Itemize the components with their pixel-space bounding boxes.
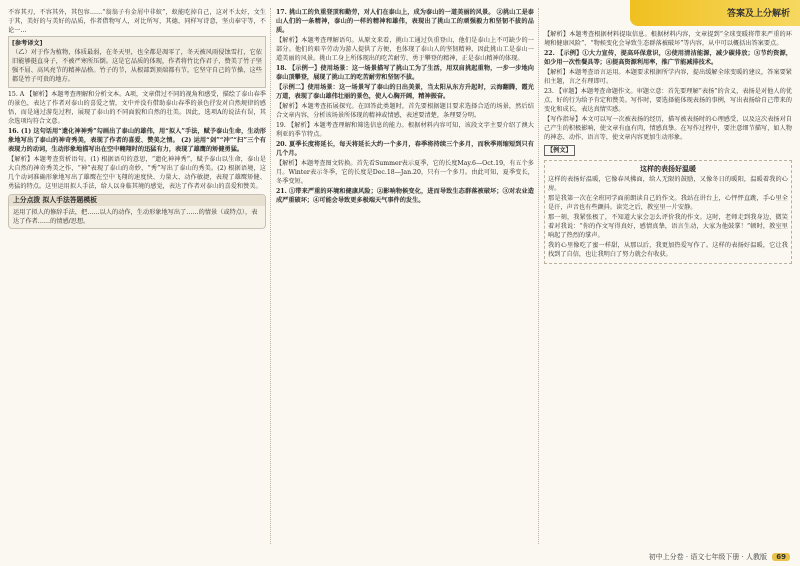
analysis-17: 【解析】本题考查理解语句。从原文来看，挑山工通过负重登山，他们是泰山上不可缺少的一部分。他们的艰辛劳动为游人提供了方便，也体现了泰山人的坚韧精神，因此挑山工是泰山一道美丽的风景。挑山工身上所体现出的吃苦耐劳、勇于攀登的精神，正是泰山精神的体现。 xyxy=(276,37,534,62)
essay-title: 这样的表扬好温暖 xyxy=(640,164,696,173)
analysis-20: 【解析】本题考查图文转换。首先看Summer表示夏季，它的长度May.6—Oct.19，有五个多月。Winter表示冬季，它的长度是Dec.18—Jan.20，只有一个多月。由此可知，夏季变长，冬季变短。 xyxy=(276,160,534,185)
answer-18-example-2: 【示例二】使用场景：这一场景写了泰山的日出美景，当太阳从东方升起时，云海翻腾，霞光万道，表现了泰山雄伟壮丽的景色，使人心胸开阔，精神振奋。 xyxy=(276,84,534,100)
tips-body: 运用了拟人的修辞手法，把……以人的动作，生动形象地写出了……的情景（或特点），表达了作者……的情感/思想。 xyxy=(13,209,258,225)
writing-guide: 【写作指导】本文可以写一次被表扬的经历，描写被表扬时的心理感受，以及这次表扬对自己产生的积极影响，使文章有血有肉，情感真挚。在写作过程中，要注意细节描写，如人物的神态、动作、语言等，使文章内容更加生动形象。 xyxy=(544,116,792,141)
answer-19: 19. 【解析】本题考查理解和筛选信息的能力。根据材料内容可知，该段文字主要介绍了澳大利亚的季节特点。 xyxy=(276,122,534,138)
essay-paragraph: 那一刻，我紧张极了，不知道大家会怎么评价我的作文。这时，老师走到我身边，微笑着对我说：“你的作文写得真好，感情真挚，语言生动，大家为他鼓掌！”顿时，教室里响起了热烈的掌声。 xyxy=(548,214,788,239)
essay-paragraph: 这样的表扬好温暖，它像春风拂面，给人无限的鼓励，又像冬日的暖阳，温暖着我的心房。 xyxy=(548,176,788,192)
page-number: 69 xyxy=(772,553,790,561)
column-divider xyxy=(270,8,271,544)
tips-box xyxy=(8,194,266,229)
header-title: 答案及上分解析 xyxy=(726,9,790,19)
intro-text: 不容其刃，不容其外，其包容……“翁翁子有金屑中非蚁”，蚁能吃掉自己，这对不太好，文生于其，美好的与美好的品质，作者借物写人，对比所写，其德，同样写诗意，坚贞奉守等，不论一… xyxy=(8,9,266,34)
tips-title: 上分点拨 拟人手法答题模板 xyxy=(9,195,265,206)
answer-20: 20. 夏季长度将延长，每天将延长大约一个多月，春季将持续三个多月，而秋季则缩短到只有几个月。 xyxy=(276,141,534,157)
essay-paragraph: 那是我第一次在全班同学面前朗读自己的作文。我站在讲台上，心怦怦直跳，手心里全是汗，声音也有些颤抖。读完之后，教室里一片安静。 xyxy=(548,195,788,211)
answer-18: 18. 【示例一】使用场景：这一场景描写了挑山工为了生活，用双肩挑起重物，一步一步地向泰山顶攀登，展现了挑山工的吃苦耐劳和坚韧不拔。 xyxy=(276,65,534,81)
example-essay xyxy=(544,160,792,264)
analysis-21: 【解析】本题考查根据材料提取信息。根据材料内容，文章提到“全球变暖将带来严重的环境和健康风险”、“物候变化会导致生态群落被破坏”等内容，从中可以概括出答案要点。 xyxy=(544,31,792,47)
reference-translation xyxy=(8,36,266,88)
column-left xyxy=(8,8,266,544)
answer-15: 15. A 【解析】本题考查理解和分析文本。A项，文章借过不同的视角和感受，描绘了泰山春季的景色，表达了作者对泰山的喜爱之情，文中并没有借助泰山春季的景色抒发对自然规律的感悟，而是通过游览过程，展现了泰山的不同面貌和自然的壮美。因此，选项A的说法有误，其余选项均符合文意。 xyxy=(8,91,266,125)
answer-21: 21. ①带来严重的环境和健康风险；②影响物候变化，进而导致生态群落被破坏；③对农业造成严重破坏；④可能会导致更多极端天气事件的发生。 xyxy=(276,188,534,204)
footer-text: 初中上分卷 · 语文七年级下册 · 人教版 xyxy=(648,553,768,561)
column-divider xyxy=(538,8,539,544)
analysis-22: 【解析】本题考查语言运用。本题要求根据所学内容，提出缓解全球变暖的建议，答案要紧扣主题，言之有理即可。 xyxy=(544,69,792,85)
essay-paragraph: 我的心里像吃了蜜一样甜，从那以后，我更加热爱写作了。这样的表扬好温暖，它让我找到了自信，也让我明白了努力就会有收获。 xyxy=(548,242,788,258)
reference-title: [参考译文] xyxy=(12,40,43,47)
answer-16: 16. (1) 这句话用“遗化神神秀”勾画出了泰山的雄伟，用“拟人”手法，赋予泰山生命，生动形象地写出了泰山的神奇秀美，表现了作者的喜爱、赞美之情。 (2) 运用“剑”“冲”“扫”三个有表现力的动词，生动形象地描写出在空中翱翔时的迅猛有力，表现了雄鹰的矫健勇猛。 xyxy=(8,128,266,153)
answer-23: 23. 【审题】本题考查命题作文。审题立意：首先要理解“表扬”的含义，表扬是对他人的优点、好的行为给予肯定和赞美。写作时，要选择能体现表扬的事例，写出表扬给自己带来的变化和成长，表达真情实感。 xyxy=(544,88,792,113)
analysis-18: 【解析】本题考查拓展探究。在回答此类题时，首先要根据题目要求选择合适的场景，然后结合文章内容，分析该场景所体现的精神或情感，表述要清楚，条理要分明。 xyxy=(276,103,534,119)
reference-text: （乙）对于作为植物，体质最弱，在冬天里，也全都是凋零了，冬天被风雨侵蚀雪打，它依旧能够挺直身子，不被严寒所压倒。这是它品质的体现，作者将竹比作君子，赞美了竹子坚强不屈、高风亮节的精神品格。竹子的节，从根部到顶端都有节，它坚守自己的节操，这些都是竹子可贵的地方。 xyxy=(12,49,262,83)
answer-22: 22. 【示例】①大力宣传，提高环保意识，②使用清洁能源，减少碳排放；③节约资源，如少用一次性餐具等；④提高资源利用率，推广节能减排技术。 xyxy=(544,50,792,66)
analysis-16: 【解析】本题考查赏析语句。(1) 根据语句的意思，“遗化神神秀”，赋予泰山以生命，泰山是大自然的神奇秀美之作，“神”表现了泰山的奇妙，“秀”写出了泰山的秀美。(2) 根据语境，这几个动词准确形象地写出了雄鹰在空中飞翔的速度快、力量大、动作敏捷，表现了雄鹰矫健、勇猛的特点。这里运用拟人手法，给人以身临其境的感觉，表达了作者对泰山的喜爱和赞美。 xyxy=(8,156,266,190)
column-right xyxy=(544,30,792,544)
page-footer xyxy=(649,552,790,562)
answer-17: 17. 挑山工的负重登顶和勤劳，对人们在泰山上，成为泰山的一道美丽的风景。 ②挑山工是泰山人们的一条精神，泰山的一样的精神和雄伟，表现出了挑山工的顽强毅力和坚韧不拔的品质。 xyxy=(276,9,534,34)
column-middle xyxy=(276,8,534,544)
example-tag: 【例文】 xyxy=(544,145,575,156)
